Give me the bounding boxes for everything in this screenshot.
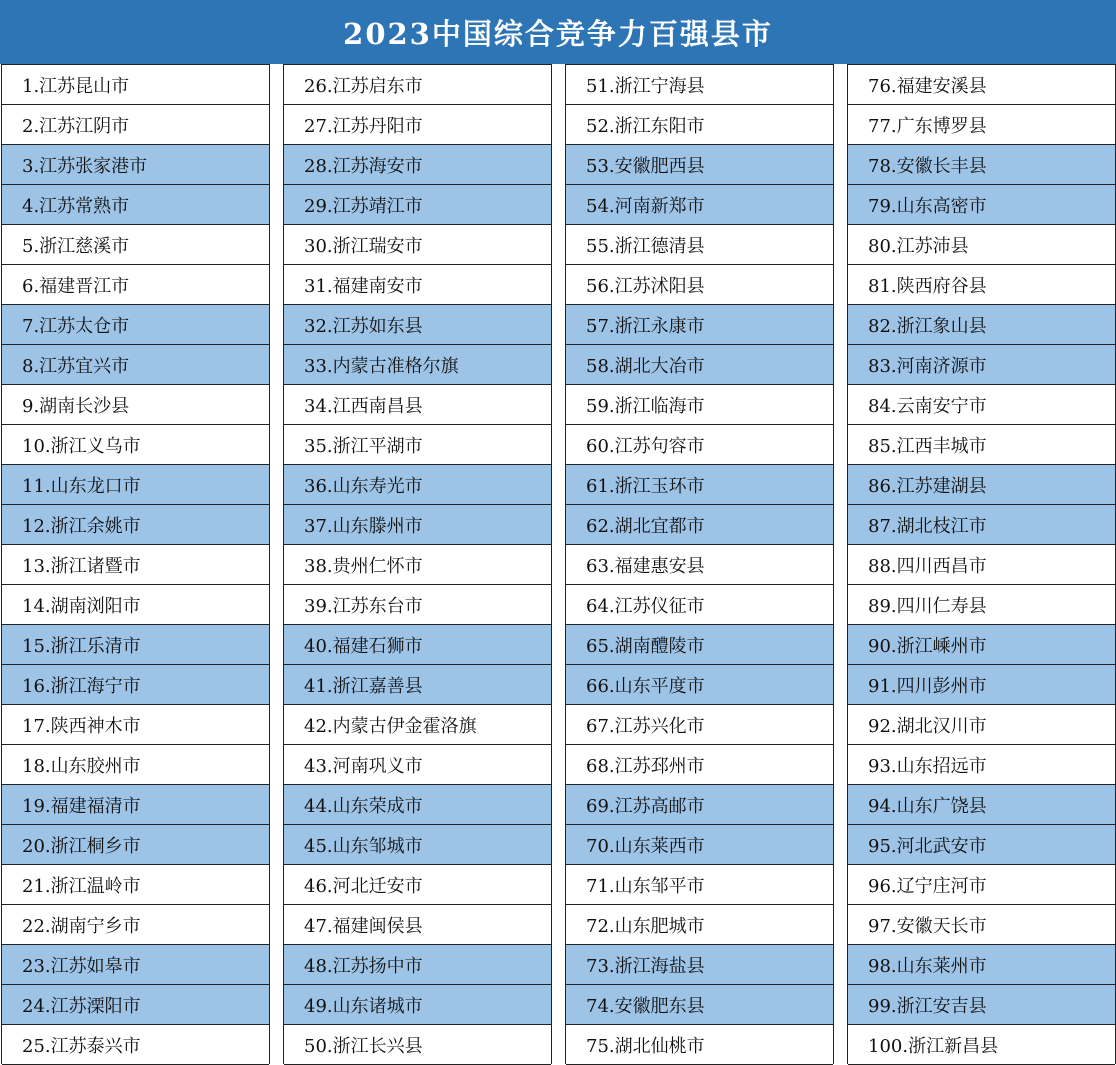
table-cell: 23.江苏如皋市 xyxy=(2,945,269,985)
table-cell: 68.江苏邳州市 xyxy=(566,745,833,785)
table-cell: 83.河南济源市 xyxy=(848,345,1115,385)
table-cell: 2.江苏江阴市 xyxy=(2,105,269,145)
table-cell: 77.广东博罗县 xyxy=(848,105,1115,145)
table-cell: 76.福建安溪县 xyxy=(848,65,1115,105)
table-cell: 51.浙江宁海县 xyxy=(566,65,833,105)
table-cell: 34.江西南昌县 xyxy=(284,385,551,425)
table-cell: 91.四川彭州市 xyxy=(848,665,1115,705)
table-cell: 81.陕西府谷县 xyxy=(848,265,1115,305)
table-cell: 36.山东寿光市 xyxy=(284,465,551,505)
ranking-column-3 xyxy=(565,64,834,1064)
table-cell: 30.浙江瑞安市 xyxy=(284,225,551,265)
table-cell: 78.安徽长丰县 xyxy=(848,145,1115,185)
table-cell: 63.福建惠安县 xyxy=(566,545,833,585)
table-cell: 86.江苏建湖县 xyxy=(848,465,1115,505)
table-cell: 66.山东平度市 xyxy=(566,665,833,705)
table-cell: 97.安徽天长市 xyxy=(848,905,1115,945)
table-cell: 58.湖北大冶市 xyxy=(566,345,833,385)
table-cell: 93.山东招远市 xyxy=(848,745,1115,785)
table-cell: 69.江苏高邮市 xyxy=(566,785,833,825)
table-cell: 17.陕西神木市 xyxy=(2,705,269,745)
table-cell: 29.江苏靖江市 xyxy=(284,185,551,225)
table-cell: 27.江苏丹阳市 xyxy=(284,105,551,145)
table-cell: 41.浙江嘉善县 xyxy=(284,665,551,705)
table-cell: 85.江西丰城市 xyxy=(848,425,1115,465)
table-cell: 16.浙江海宁市 xyxy=(2,665,269,705)
table-cell: 19.福建福清市 xyxy=(2,785,269,825)
table-cell: 55.浙江德清县 xyxy=(566,225,833,265)
ranking-table xyxy=(0,64,1116,1065)
table-cell: 59.浙江临海市 xyxy=(566,385,833,425)
table-cell: 49.山东诸城市 xyxy=(284,985,551,1025)
table-cell: 21.浙江温岭市 xyxy=(2,865,269,905)
table-cell: 33.内蒙古准格尔旗 xyxy=(284,345,551,385)
table-cell: 28.江苏海安市 xyxy=(284,145,551,185)
table-cell: 95.河北武安市 xyxy=(848,825,1115,865)
table-cell: 67.江苏兴化市 xyxy=(566,705,833,745)
table-cell: 31.福建南安市 xyxy=(284,265,551,305)
ranking-column-2 xyxy=(283,64,552,1064)
table-cell: 73.浙江海盐县 xyxy=(566,945,833,985)
table-cell: 38.贵州仁怀市 xyxy=(284,545,551,585)
ranking-column-1 xyxy=(1,64,270,1064)
table-cell: 3.江苏张家港市 xyxy=(2,145,269,185)
table-cell: 75.湖北仙桃市 xyxy=(566,1025,833,1065)
table-cell: 4.江苏常熟市 xyxy=(2,185,269,225)
table-cell: 61.浙江玉环市 xyxy=(566,465,833,505)
table-cell: 62.湖北宜都市 xyxy=(566,505,833,545)
table-cell: 43.河南巩义市 xyxy=(284,745,551,785)
table-cell: 11.山东龙口市 xyxy=(2,465,269,505)
table-cell: 44.山东荣成市 xyxy=(284,785,551,825)
table-cell: 39.江苏东台市 xyxy=(284,585,551,625)
table-cell: 87.湖北枝江市 xyxy=(848,505,1115,545)
table-cell: 32.江苏如东县 xyxy=(284,305,551,345)
table-cell: 42.内蒙古伊金霍洛旗 xyxy=(284,705,551,745)
table-cell: 50.浙江长兴县 xyxy=(284,1025,551,1065)
table-cell: 88.四川西昌市 xyxy=(848,545,1115,585)
table-cell: 98.山东莱州市 xyxy=(848,945,1115,985)
table-cell: 74.安徽肥东县 xyxy=(566,985,833,1025)
table-cell: 72.山东肥城市 xyxy=(566,905,833,945)
table-cell: 65.湖南醴陵市 xyxy=(566,625,833,665)
table-cell: 1.江苏昆山市 xyxy=(2,65,269,105)
table-cell: 8.江苏宜兴市 xyxy=(2,345,269,385)
table-cell: 26.江苏启东市 xyxy=(284,65,551,105)
table-cell: 5.浙江慈溪市 xyxy=(2,225,269,265)
table-cell: 47.福建闽侯县 xyxy=(284,905,551,945)
table-cell: 48.江苏扬中市 xyxy=(284,945,551,985)
table-cell: 18.山东胶州市 xyxy=(2,745,269,785)
table-cell: 79.山东高密市 xyxy=(848,185,1115,225)
table-cell: 71.山东邹平市 xyxy=(566,865,833,905)
table-cell: 20.浙江桐乡市 xyxy=(2,825,269,865)
table-cell: 90.浙江嵊州市 xyxy=(848,625,1115,665)
table-cell: 70.山东莱西市 xyxy=(566,825,833,865)
table-cell: 82.浙江象山县 xyxy=(848,305,1115,345)
page-title: 2023中国综合竞争力百强县市 xyxy=(0,0,1116,64)
table-cell: 94.山东广饶县 xyxy=(848,785,1115,825)
table-cell: 89.四川仁寿县 xyxy=(848,585,1115,625)
table-cell: 37.山东滕州市 xyxy=(284,505,551,545)
table-cell: 14.湖南浏阳市 xyxy=(2,585,269,625)
table-cell: 12.浙江余姚市 xyxy=(2,505,269,545)
table-cell: 35.浙江平湖市 xyxy=(284,425,551,465)
table-cell: 25.江苏泰兴市 xyxy=(2,1025,269,1065)
ranking-column-4 xyxy=(847,64,1116,1064)
table-cell: 92.湖北汉川市 xyxy=(848,705,1115,745)
table-cell: 45.山东邹城市 xyxy=(284,825,551,865)
table-cell: 99.浙江安吉县 xyxy=(848,985,1115,1025)
table-cell: 96.辽宁庄河市 xyxy=(848,865,1115,905)
table-cell: 64.江苏仪征市 xyxy=(566,585,833,625)
table-cell: 6.福建晋江市 xyxy=(2,265,269,305)
table-cell: 46.河北迁安市 xyxy=(284,865,551,905)
table-cell: 54.河南新郑市 xyxy=(566,185,833,225)
table-cell: 100.浙江新昌县 xyxy=(848,1025,1115,1065)
table-cell: 40.福建石狮市 xyxy=(284,625,551,665)
table-cell: 13.浙江诸暨市 xyxy=(2,545,269,585)
table-cell: 80.江苏沛县 xyxy=(848,225,1115,265)
table-cell: 10.浙江义乌市 xyxy=(2,425,269,465)
table-cell: 52.浙江东阳市 xyxy=(566,105,833,145)
table-cell: 56.江苏沭阳县 xyxy=(566,265,833,305)
table-cell: 15.浙江乐清市 xyxy=(2,625,269,665)
table-cell: 7.江苏太仓市 xyxy=(2,305,269,345)
table-cell: 57.浙江永康市 xyxy=(566,305,833,345)
table-cell: 24.江苏溧阳市 xyxy=(2,985,269,1025)
table-cell: 22.湖南宁乡市 xyxy=(2,905,269,945)
table-cell: 9.湖南长沙县 xyxy=(2,385,269,425)
table-cell: 84.云南安宁市 xyxy=(848,385,1115,425)
table-cell: 60.江苏句容市 xyxy=(566,425,833,465)
table-cell: 53.安徽肥西县 xyxy=(566,145,833,185)
